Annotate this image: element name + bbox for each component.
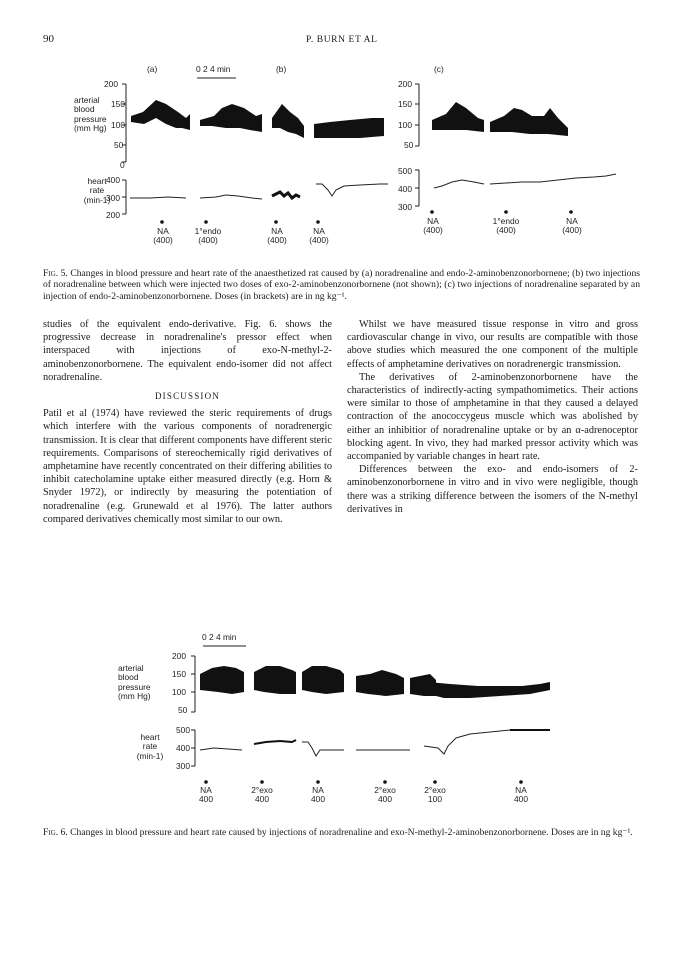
fig5-bp-tick: 150 (111, 99, 125, 109)
fig6-hr-tick: 300 (176, 761, 190, 771)
fig5-bp-axis-title: arterial blood pressure (mm Hg) (74, 95, 107, 134)
fig5c-injection-label: NA (400) (423, 216, 443, 236)
fig5c-hr-tick: 500 (398, 166, 412, 176)
fig6-injection-label: 2°exo 100 (424, 785, 446, 805)
section-title-discussion: DISCUSSION (154, 391, 220, 402)
panel-label-a: (a) (147, 64, 158, 74)
fig5-injection-label: 1°endo (400) (194, 226, 222, 246)
paragraph: Whilst we have measured tissue response in vitro and gross cardiovascular change in vivo, our results are compatible with those above studies which measured the one component of the multiple effects of amphetamine derivatives on noradrenergic transmission. (347, 319, 638, 370)
fig5-injection-label: NA (400) (153, 226, 173, 246)
fig6-injection-label: NA 400 (514, 785, 528, 805)
paragraph: Differences between the exo- and endo-isomers of 2-aminobenzonorbornene in vitro and in vivo were negligible, though there was a striking difference between the isomers of the N-methyl derivatives in (347, 464, 638, 515)
fig5c-bp-tick: 200 (398, 79, 412, 89)
fig6-hr-tick: 500 (176, 725, 190, 735)
figure-6-caption (43, 827, 640, 838)
fig6-bp-tick: 100 (172, 687, 186, 697)
fig6-hr-tick: 400 (176, 743, 190, 753)
fig5c-hr-tick: 400 (398, 184, 412, 194)
fig6-bp-tick: 150 (172, 669, 186, 679)
figure-5-caption-label: Fig. 5. (43, 268, 68, 279)
fig6-scale-bar-label: 0 2 4 min (202, 632, 237, 642)
fig6-hr-axis-title: heart rate (min-1) (136, 732, 164, 761)
fig5c-bp-tick: 50 (404, 140, 414, 150)
fig6-bp-axis-title: arterial blood pressure (mm Hg) (118, 663, 151, 702)
fig5-hr-axis-title: heart rate (min-1) (83, 176, 111, 205)
fig5c-injection-label: 1°endo (400) (492, 216, 520, 236)
figure-5 (0, 0, 680, 260)
paragraph: The derivatives of 2-aminobenzonorbornene have the characteristics of indirectly-acting sympathomimetics. Their actions were similar to those of amphetamine in that they caused a delayed contraction of the anococcygeus muscle which was abolished by either an inhibitior of noradrenaline uptake or by an α-adrenoceptor blocking agent. In vivo, they had marked pressor activity which was accompanied by variable changes in heart rate. (347, 371, 638, 463)
fig5c-bp-tick: 100 (398, 120, 412, 130)
fig5-hr-tick: 200 (106, 210, 120, 220)
fig5-bp-tick: 100 (111, 120, 125, 130)
fig6-injection-label: 2°exo 400 (374, 785, 396, 805)
body-column-right (347, 318, 638, 516)
paragraph: Patil et al (1974) have reviewed the steric requirements of drugs which interfere with the various components of noradrenergic transmission. It is clear that different components have different steric requirements. Comparisons of stereochemically rigid derivatives of amphetamine have recently concentrated on their differing abilities to inhibit catecholamine uptake either measured directly (e.g. Horn & Snyder 1972), or indirectly by measuring the potentiation of noradrenaline (e.g. Grunewald et al 1976). The latter authors compared derivatives chemically most similar to our own. (43, 408, 332, 525)
figure-5-caption-text: Changes in blood pressure and heart rate of the anaesthetized rat caused by (a) noradrenaline and endo-2-aminobenzonorbornene; (b) two injections of noradrenaline between which were injected two doses of exo-2-aminobenzonorbornene (not shown); (c) two injections of noradrenaline separated by an injection of endo-2-aminobenzonorbornene. Doses (in brackets) are in ng kg⁻¹. (43, 268, 641, 302)
fig6-bp-tick: 50 (178, 705, 188, 715)
fig5c-hr-tick: 300 (398, 202, 412, 212)
fig5-hr-tick: 400 (106, 175, 120, 185)
panel-label-c: (c) (434, 64, 444, 74)
figure-5-caption (43, 268, 640, 302)
panel-label-b: (b) (276, 64, 287, 74)
running-title: P. BURN ET AL (306, 35, 378, 45)
fig5-bp-tick: 50 (114, 140, 124, 150)
body-column-left (43, 318, 332, 526)
figure-6-caption-text: Changes in blood pressure and heart rate caused by injections of noradrenaline and exo-N-methyl-2-aminobenzonorbornene. Doses are in ng kg⁻¹. (70, 827, 633, 838)
fig6-injection-label: NA 400 (199, 785, 213, 805)
fig5-injection-label: NA (400) (267, 226, 287, 246)
paragraph: studies of the equivalent endo-derivative. Fig. 6. shows the progressive decrease in noradrenaline's pressor effect when interspaced with injections of exo-N-methyl-2-aminobenzonorbornene. The equivalent endo-isomer did not affect noradrenaline. (43, 319, 332, 383)
figure-6 (0, 620, 680, 820)
fig5-bp-tick: 200 (104, 79, 118, 89)
fig5c-bp-tick: 150 (398, 99, 412, 109)
fig6-traces (0, 620, 680, 820)
fig6-bp-tick: 200 (172, 651, 186, 661)
fig5-scale-bar-label: 0 2 4 min (196, 64, 231, 74)
page-number: 90 (43, 33, 54, 45)
fig5-hr-tick: 300 (106, 193, 120, 203)
fig5c-injection-label: NA (400) (562, 216, 582, 236)
fig6-injection-label: NA 400 (311, 785, 325, 805)
fig5-bp-tick: 0 (120, 160, 125, 170)
fig5-injection-label: NA (400) (309, 226, 329, 246)
fig6-injection-label: 2°exo 400 (251, 785, 273, 805)
figure-6-caption-label: Fig. 6. (43, 827, 68, 838)
